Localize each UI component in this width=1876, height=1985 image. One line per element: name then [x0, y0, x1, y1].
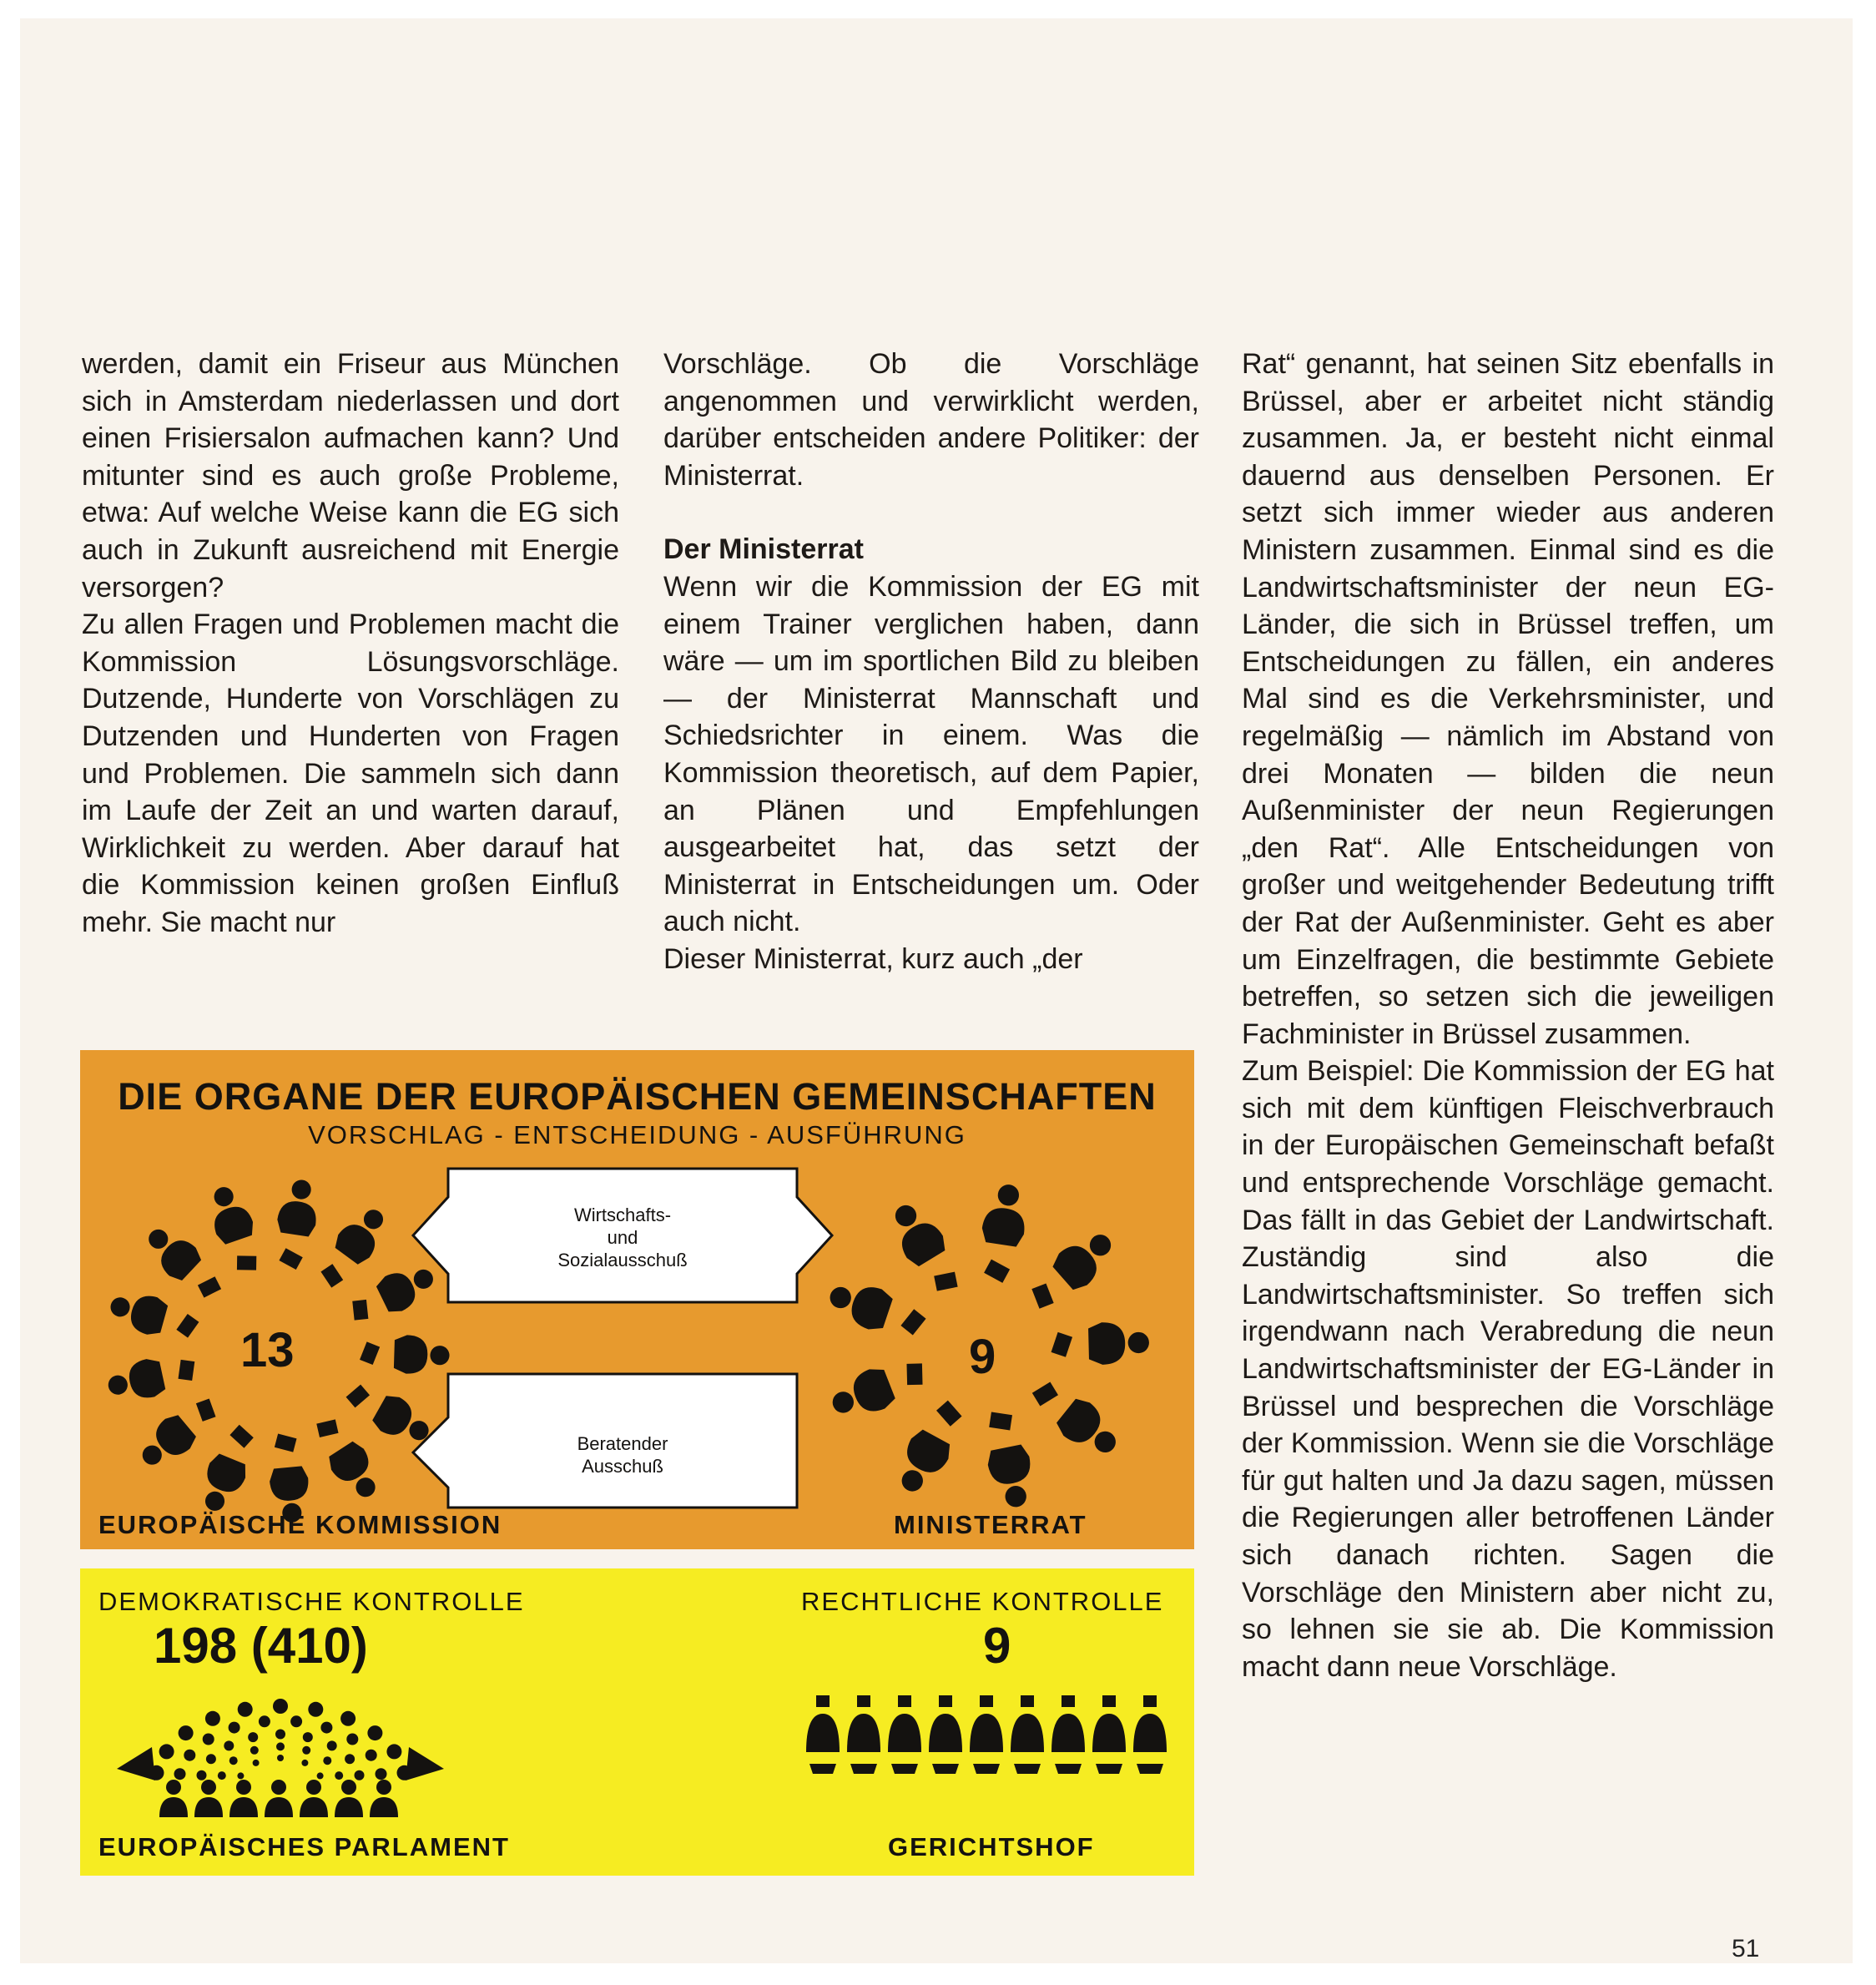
seat-dot — [179, 1725, 194, 1740]
seat-dot — [323, 1756, 331, 1765]
seat-dot — [197, 1770, 207, 1780]
court-count: 9 — [983, 1618, 1011, 1674]
seated-member-icon — [194, 1452, 250, 1518]
seat-dot — [346, 1734, 358, 1745]
seat-dot — [248, 1732, 258, 1742]
paragraph: Vorschläge. Ob die Vorschläge angenommen und verwirklicht werden, darüber entscheiden andere Politiker: der Ministerrat. — [663, 348, 1199, 492]
judge-icon — [929, 1695, 962, 1774]
seated-member-icon — [139, 1219, 205, 1285]
seat-dot — [317, 1772, 324, 1779]
seated-member-icon — [1088, 1321, 1150, 1365]
bench-left — [117, 1747, 155, 1780]
democratic-control-label: DEMOKRATISCHE KONTROLLE — [98, 1587, 525, 1616]
member-icon — [335, 1780, 363, 1817]
document-icon — [360, 1341, 380, 1365]
seated-member-icon — [986, 1443, 1039, 1511]
bench-right — [406, 1747, 444, 1780]
council-label: MINISTERRAT — [894, 1510, 1087, 1539]
document-icon — [934, 1272, 957, 1291]
seat-dot — [308, 1702, 323, 1717]
document-icon — [198, 1276, 221, 1297]
seat-dot — [302, 1746, 310, 1755]
section-heading: Der Ministerrat — [663, 533, 864, 566]
paragraph: Zu allen Fragen und Problemen macht die Kommission Lösungsvorschläge. Dutzende, Hunderte von Vorschlägen zu Dutzenden und Hunderten von Fragen und Problemen. Die sammeln sich dann im Laufe der Zeit an und warten darauf, Wirklichkeit zu werden. Aber darauf hat die Kommission keinen großen Einfluß mehr. Sie macht nur — [82, 609, 619, 938]
seat-dot — [229, 1756, 238, 1765]
seat-dot — [277, 1755, 284, 1761]
seat-dot — [259, 1715, 270, 1727]
paragraph: Dieser Ministerrat, kurz auch „der — [663, 942, 1083, 975]
document-icon — [984, 1260, 1010, 1283]
seat-dot — [376, 1768, 387, 1780]
document-icon — [906, 1363, 922, 1385]
seat-dot — [320, 1722, 332, 1734]
seated-member-icon — [203, 1181, 257, 1246]
judge-icon — [970, 1695, 1003, 1774]
council-count: 9 — [969, 1330, 996, 1384]
seat-dot — [355, 1770, 365, 1780]
box-text: Wirtschafts- und Sozialausschuß — [557, 1205, 688, 1270]
seat-dot — [386, 1744, 401, 1759]
seated-member-icon — [394, 1335, 450, 1375]
seat-dot — [205, 1711, 220, 1726]
seated-member-icon — [1049, 1222, 1122, 1294]
member-icon — [159, 1780, 188, 1817]
seat-dot — [340, 1711, 356, 1726]
seat-dot — [250, 1746, 259, 1755]
seat-dot — [290, 1715, 302, 1727]
infographic-subtitle: VORSCHLAG - ENTSCHEIDUNG - AUSFÜHRUNG — [308, 1120, 966, 1149]
seated-member-icon — [1053, 1394, 1127, 1465]
member-icon — [194, 1780, 223, 1817]
seat-dot — [237, 1772, 244, 1779]
judge-icon — [847, 1695, 880, 1774]
judge-icon — [1011, 1695, 1044, 1774]
document-icon — [1051, 1332, 1073, 1357]
judge-icon — [1133, 1695, 1167, 1774]
paragraph: werden, damit ein Friseur aus München sich in Amsterdam niederlassen und dort einen Frisiersalon aufmachen kann? Und mitunter sind es auch große Probleme, etwa: Auf welche Weise kann die EG sich auch in Zukunft ausreichend mit Energie versorgen? — [82, 348, 619, 604]
parliament-hemicycle-icon — [105, 1677, 456, 1819]
infographic-title: DIE ORGANE DER EUROPÄISCHEN GEMEINSCHAFTEN — [118, 1075, 1157, 1118]
seat-dot — [174, 1768, 186, 1780]
seat-dot — [224, 1740, 234, 1750]
control-infographic — [80, 1568, 1194, 1876]
seat-dot — [273, 1699, 288, 1714]
seat-dot — [184, 1750, 195, 1761]
seat-dot — [276, 1742, 285, 1750]
text-column-3 — [1242, 346, 1774, 1685]
seated-member-icon — [106, 1285, 169, 1337]
document-icon — [1031, 1283, 1053, 1308]
organs-infographic — [80, 1050, 1194, 1549]
seat-dot — [203, 1734, 214, 1745]
document-icon — [279, 1248, 302, 1270]
document-icon — [229, 1425, 253, 1448]
court-judges-icon — [803, 1694, 1170, 1785]
commission-label: EUROPÄISCHE KOMMISSION — [98, 1510, 502, 1539]
document-icon — [316, 1419, 338, 1437]
seated-member-icon — [882, 1196, 950, 1270]
document-icon — [179, 1360, 195, 1381]
document-icon — [1032, 1382, 1058, 1407]
seat-dot — [238, 1702, 253, 1717]
seat-dot — [275, 1730, 285, 1740]
judge-icon — [1092, 1695, 1126, 1774]
document-icon — [237, 1255, 256, 1270]
seat-dot — [229, 1722, 240, 1734]
seat-dot — [253, 1760, 260, 1766]
document-icon — [989, 1412, 1012, 1431]
seat-dot — [367, 1725, 382, 1740]
paragraph: Wenn wir die Kommission der EG mit einem Trainer verglichen haben, dann wäre — um im sportlichen Bild zu bleiben — der Ministerrat Mannschaft und Schiedsrichter in einem. Was die Kommission theoretisch, auf dem Papier, an Plänen und Empfehlungen ausgearbeitet hat, das setzt der Ministerrat in Entscheidungen um. Oder auch nicht. — [663, 570, 1199, 938]
commission-count: 13 — [240, 1323, 295, 1377]
paragraph: Rat“ genannt, hat seinen Sitz ebenfalls in Brüssel, aber er arbeitet nicht ständig zusammen. Ja, er besteht nicht einmal dauernd aus denselben Personen. Er setzt sich immer wieder aus anderen Ministern zusammen. Einmal sind es die Landwirtschaftsminister der neun EG-Länder, die sich in Brüssel treffen, um Entscheidungen zu fällen, ein anderes Mal sind es die Verkehrsminister, und regelmäßig — nämlich im Abstand von drei Monaten — bilden die neun Außenminister der neun Regierungen „den Rat“. Alle Entscheidungen von großer und weitgehender Bedeutung trifft der Rat der Außenminister. Geht es aber um Einzelfragen, die bestimmte Gebiete betreffen, so setzen sich die jeweiligen Fachminister in Brüssel zusammen. — [1242, 348, 1774, 1050]
judge-icon — [888, 1695, 921, 1774]
seat-dot — [327, 1740, 337, 1750]
advisory-committee-box — [376, 1371, 869, 1511]
seated-member-icon — [275, 1177, 322, 1237]
seat-dot — [303, 1732, 313, 1742]
document-icon — [320, 1264, 343, 1288]
seat-dot — [301, 1760, 308, 1766]
document-icon — [275, 1434, 297, 1452]
parliament-count: 198 (410) — [154, 1618, 368, 1674]
seated-member-icon — [104, 1356, 166, 1406]
document-icon — [936, 1401, 962, 1427]
seat-dot — [366, 1750, 377, 1761]
judge-icon — [806, 1695, 840, 1774]
seated-member-icon — [980, 1181, 1031, 1247]
seat-dot — [218, 1771, 226, 1780]
document-icon — [900, 1309, 925, 1335]
judge-icon — [1051, 1695, 1085, 1774]
seat-dot — [335, 1771, 343, 1780]
document-icon — [346, 1385, 370, 1408]
court-label: GERICHTSHOF — [888, 1832, 1095, 1861]
text-column-1 — [82, 346, 619, 942]
document-icon — [352, 1300, 368, 1321]
economic-social-committee-box — [376, 1165, 869, 1306]
seat-dot — [345, 1754, 355, 1764]
member-icon — [265, 1780, 293, 1817]
page-number: 51 — [1732, 1935, 1760, 1962]
paragraph: Zum Beispiel: Die Kommission der EG hat sich mit dem künftigen Fleischverbrauch in der Europäischen Gemeinschaft befaßt und entsprechende Vorschläge gemacht. Das fällt in das Gebiet der Landwirtschaft. Zuständig sind also die Landwirtschaftsminister. So treffen sich irgendwann nach Verabredung die neun Landwirtschaftsminister der EG-Länder in Brüssel und besprechen die Vorschläge der Kommission. Wenn sie die Vorschläge für gut halten und Ja dazu sagen, müssen die Regierungen aller betroffenen Länder sich danach richten. Sagen die Vorschläge den Ministern aber nicht zu, so lehnen sie sie ab. Die Kommission macht dann neue Vorschläge. — [1242, 1055, 1774, 1683]
document-icon — [196, 1398, 216, 1421]
document-icon — [176, 1314, 199, 1338]
seat-dot — [159, 1744, 174, 1759]
seated-member-icon — [889, 1427, 955, 1500]
text-column-2 — [663, 346, 1199, 978]
page — [20, 18, 1853, 1963]
parliament-label: EUROPÄISCHES PARLAMENT — [98, 1832, 510, 1861]
member-icon — [300, 1780, 328, 1817]
seated-member-icon — [133, 1411, 199, 1476]
member-icon — [370, 1780, 398, 1817]
member-icon — [229, 1780, 258, 1817]
box-text: Beratender Ausschuß — [577, 1433, 668, 1477]
seat-dot — [206, 1754, 216, 1764]
legal-control-label: RECHTLICHE KONTROLLE — [801, 1587, 1164, 1616]
